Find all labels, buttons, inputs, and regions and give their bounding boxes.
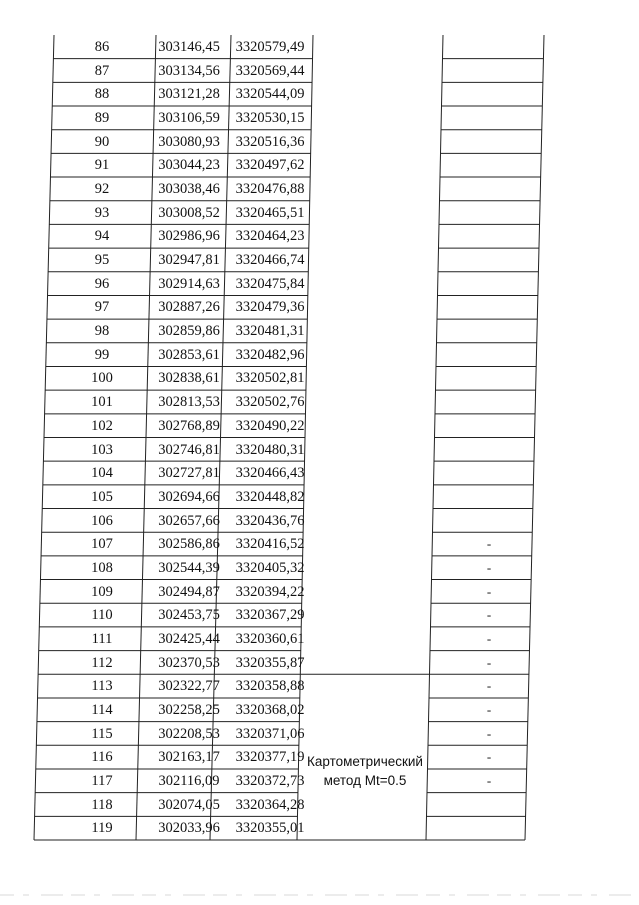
deviation-value: - [486,654,492,670]
coordinate-x: 303121,28 [158,86,220,103]
deviation-value: - [486,701,492,717]
table-row [0,371,639,395]
point-number: 116 [91,749,113,766]
table-row [0,561,639,585]
point-number: 98 [94,323,110,340]
table-row [0,348,639,372]
point-number: 94 [94,228,110,245]
scan-noise-line [0,890,639,900]
table-row [0,443,639,467]
coordinate-x: 303044,23 [158,157,220,174]
deviation-value: - [486,630,492,646]
coordinate-x: 302853,61 [158,346,220,363]
coordinate-y: 3320490,22 [235,417,305,434]
point-number: 86 [94,39,110,55]
coordinate-y: 3320448,82 [235,488,305,505]
point-number: 89 [94,110,110,127]
point-number: 114 [91,701,113,718]
coordinate-x: 302813,53 [158,394,220,411]
point-number: 90 [94,133,110,150]
coordinate-y: 3320465,51 [235,204,305,221]
coordinate-x: 303008,52 [158,204,220,221]
coordinate-y: 3320516,36 [235,133,305,150]
method-line-1: Картометрический [307,754,423,769]
coordinate-y: 3320530,15 [235,110,305,127]
table-row [0,87,639,111]
coordinate-x: 303146,45 [158,39,220,55]
point-number: 91 [94,157,110,174]
point-number: 111 [91,630,113,647]
coordinate-y: 3320502,76 [235,394,305,411]
deviation-value: - [486,678,492,694]
coordinate-x: 302586,86 [158,536,220,553]
method-line-2: метод Mt=0.5 [323,773,407,788]
coordinate-x: 302116,09 [158,772,220,789]
point-number: 97 [94,299,110,316]
deviation-value: - [486,607,492,623]
coordinate-x: 302859,86 [158,323,220,340]
table-row [0,395,639,419]
coordinate-x: 302322,77 [158,678,220,695]
coordinate-x: 302887,26 [158,299,220,316]
coordinate-x: 302694,66 [158,488,220,505]
point-number: 117 [91,772,113,789]
coordinate-x: 302914,63 [158,275,220,292]
deviation-value: - [486,583,492,599]
deviation-value: - [486,725,492,741]
coordinate-y: 3320466,43 [235,465,305,482]
deviation-value: - [486,559,492,575]
deviation-value: - [486,772,492,788]
point-number: 105 [91,488,113,505]
coordinate-y: 3320480,31 [235,441,305,458]
point-number: 101 [91,394,113,411]
coordinate-y: 3320476,88 [235,181,305,198]
coordinate-x: 302074,05 [158,796,220,813]
point-number: 88 [94,86,110,103]
deviation-value: - [486,536,492,552]
coordinate-y: 3320355,87 [235,654,305,671]
point-number: 104 [91,465,113,482]
method-cell [300,752,430,790]
coordinate-y: 3320355,01 [235,820,305,837]
coordinate-y: 3320464,23 [235,228,305,245]
table-row [0,182,639,206]
coordinate-y: 3320502,81 [235,370,305,387]
coordinate-x: 302544,39 [158,559,220,576]
point-number: 102 [91,417,113,434]
coordinate-y: 3320569,44 [235,62,305,79]
table-row [0,537,639,561]
coordinate-y: 3320475,84 [235,275,305,292]
table-row [0,40,639,64]
coordinate-y: 3320371,06 [235,725,305,742]
table-row [0,585,639,609]
coordinate-x: 302453,75 [158,607,220,624]
coordinate-y: 3320436,76 [235,512,305,529]
table-row [0,324,639,348]
point-number: 93 [94,204,110,221]
coordinate-y: 3320377,19 [235,749,305,766]
coordinate-x: 302768,89 [158,417,220,434]
point-number: 115 [91,725,113,742]
coordinate-y: 3320466,74 [235,252,305,269]
coordinate-y: 3320544,09 [235,86,305,103]
coordinate-y: 3320479,36 [235,299,305,316]
table-row [0,514,639,538]
coordinate-y: 3320481,31 [235,323,305,340]
table-row [0,253,639,277]
table-row [0,490,639,514]
table-row [0,656,639,680]
coordinate-x: 302163,17 [158,749,220,766]
point-number: 100 [91,370,113,387]
coordinate-x: 302425,44 [158,630,220,647]
coordinate-x: 302370,53 [158,654,220,671]
table-row [0,419,639,443]
table-row [0,798,639,822]
table-row [0,821,639,845]
coordinate-x: 302746,81 [158,441,220,458]
coordinate-y: 3320497,62 [235,157,305,174]
table-row [0,679,639,703]
table-row [0,229,639,253]
table-row [0,727,639,751]
point-number: 109 [91,583,113,600]
coordinate-y: 3320579,49 [235,39,305,55]
coordinate-x: 302258,25 [158,701,220,718]
point-number: 112 [91,654,113,671]
coordinate-y: 3320367,29 [235,607,305,624]
table-row [0,135,639,159]
coordinate-x: 303106,59 [158,110,220,127]
table-row [0,206,639,230]
table-row [0,632,639,656]
table-row [0,300,639,324]
point-number: 92 [94,181,110,198]
point-number: 108 [91,559,113,576]
deviation-value: - [486,749,492,765]
point-number: 106 [91,512,113,529]
coordinate-x: 302838,61 [158,370,220,387]
coordinate-x: 302033,96 [158,820,220,837]
point-number: 118 [91,796,113,813]
coordinate-y: 3320372,73 [235,772,305,789]
coordinate-y: 3320368,02 [235,701,305,718]
coordinate-y: 3320358,88 [235,678,305,695]
point-number: 99 [94,346,110,363]
coordinate-y: 3320394,22 [235,583,305,600]
coordinate-x: 303038,46 [158,181,220,198]
point-number: 96 [94,275,110,292]
point-number: 95 [94,252,110,269]
table-row [0,466,639,490]
table-row [0,608,639,632]
point-number: 103 [91,441,113,458]
table-row [0,158,639,182]
point-number: 110 [91,607,113,624]
coordinate-y: 3320360,61 [235,630,305,647]
point-number: 113 [91,678,113,695]
coordinate-y: 3320482,96 [235,346,305,363]
coordinate-x: 302494,87 [158,583,220,600]
coordinate-x: 302986,96 [158,228,220,245]
coordinate-x: 303080,93 [158,133,220,150]
coordinate-x: 303134,56 [158,62,220,79]
point-number: 87 [94,62,110,79]
coordinate-x: 302947,81 [158,252,220,269]
coordinate-x: 302727,81 [158,465,220,482]
point-number: 119 [91,820,113,837]
table-row [0,277,639,301]
table-row [0,64,639,88]
coordinate-x: 302208,53 [158,725,220,742]
table-row [0,703,639,727]
point-number: 107 [91,536,113,553]
table-row [0,111,639,135]
coordinate-x: 302657,66 [158,512,220,529]
coordinate-y: 3320405,32 [235,559,305,576]
coordinate-y: 3320416,52 [235,536,305,553]
coordinate-y: 3320364,28 [235,796,305,813]
